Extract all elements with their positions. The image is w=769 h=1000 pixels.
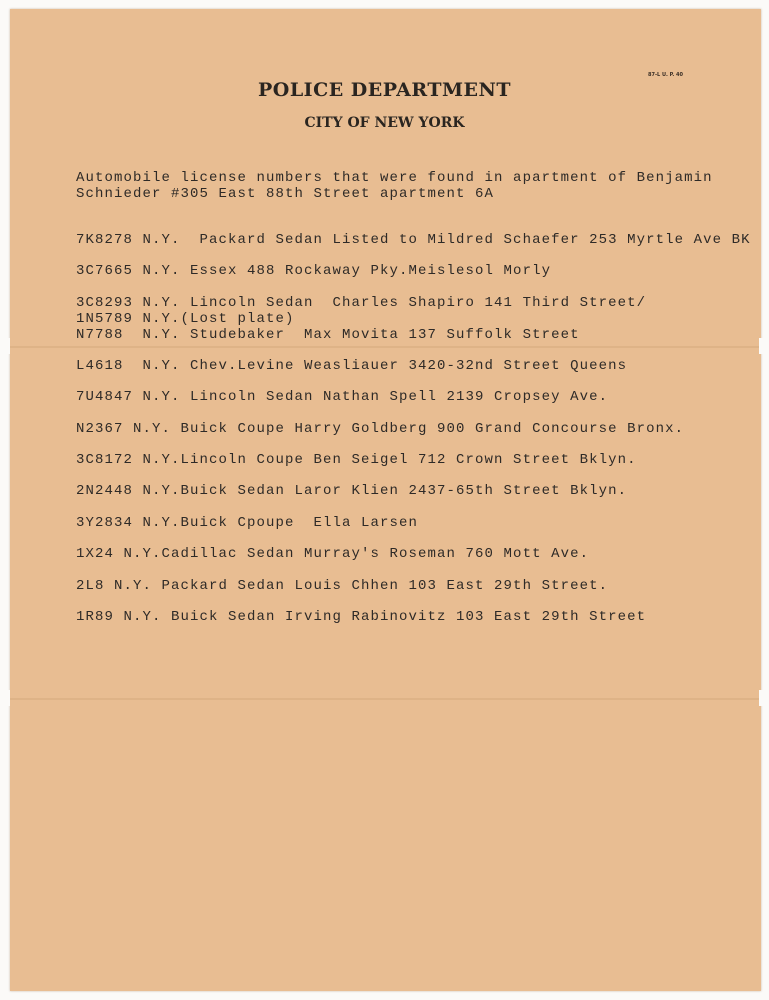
intro-line: Schnieder #305 East 88th Street apartment 6A — [76, 186, 495, 202]
license-entry: 3C7665 N.Y. Essex 488 Rockaway Pky.Meislesol Morly — [76, 263, 552, 279]
fold-notch — [0, 338, 10, 354]
license-entry: 2L8 N.Y. Packard Sedan Louis Chhen 103 East 29th Street. — [76, 578, 609, 594]
license-entry: 3Y2834 N.Y.Buick Cpoupe Ella Larsen — [76, 515, 419, 531]
license-entry: L4618 N.Y. Chev.Levine Weasliauer 3420-32nd Street Queens — [76, 358, 628, 374]
license-entry: 1N5789 N.Y.(Lost plate) — [76, 311, 295, 327]
fold-notch — [759, 338, 769, 354]
license-entry: N2367 N.Y. Buick Coupe Harry Goldberg 900 Grand Concourse Bronx. — [76, 421, 685, 437]
page-subtitle: CITY OF NEW YORK — [304, 115, 465, 131]
fold-notch — [0, 690, 10, 706]
license-entry: 1R89 N.Y. Buick Sedan Irving Rabinovitz 103 East 29th Street — [76, 609, 647, 625]
license-entry: 2N2448 N.Y.Buick Sedan Laror Klien 2437-65th Street Bklyn. — [76, 483, 628, 499]
license-entry: N7788 N.Y. Studebaker Max Movita 137 Suffolk Street — [76, 327, 580, 343]
fold-notch — [759, 690, 769, 706]
license-entry: 1X24 N.Y.Cadillac Sedan Murray's Roseman 760 Mott Ave. — [76, 546, 590, 562]
fold-line — [10, 346, 761, 348]
intro-line: Automobile license numbers that were found in apartment of Benjamin — [76, 170, 713, 186]
license-entry: 3C8293 N.Y. Lincoln Sedan Charles Shapiro 141 Third Street/ — [76, 295, 647, 311]
license-entry: 3C8172 N.Y.Lincoln Coupe Ben Seigel 712 Crown Street Bklyn. — [76, 452, 637, 468]
form-code: 87-L U. P. 40 — [648, 72, 684, 78]
license-entry: 7U4847 N.Y. Lincoln Sedan Nathan Spell 2139 Cropsey Ave. — [76, 389, 609, 405]
document-paper — [10, 9, 761, 991]
page-title: POLICE DEPARTMENT — [257, 79, 512, 101]
license-entry: 7K8278 N.Y. Packard Sedan Listed to Mildred Schaefer 253 Myrtle Ave BK — [76, 232, 751, 248]
fold-line — [10, 698, 761, 700]
